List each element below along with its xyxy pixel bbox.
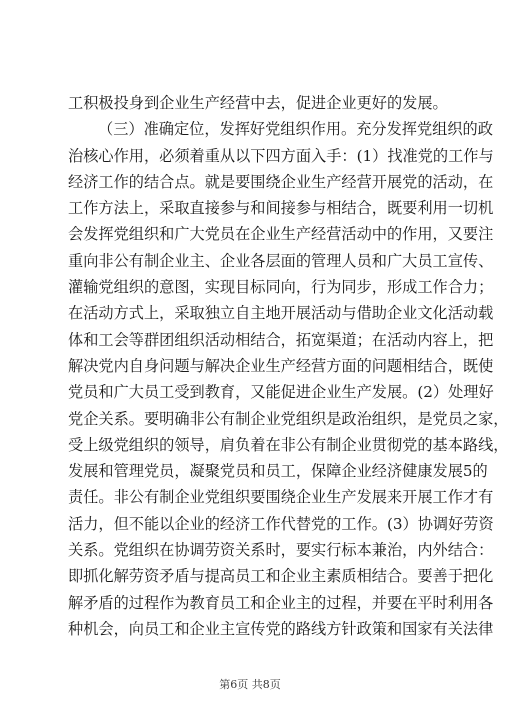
text-line: 受上级党组织的领导，肩负着在非公有制企业贯彻党的基本路线， — [68, 435, 508, 454]
text-line: 责任。非公有制企业党组织要围绕企业生产发展来开展工作才有 — [68, 488, 494, 507]
text-line: 党企关系。要明确非公有制企业党组织是政治组织，是党员之家， — [68, 409, 508, 428]
text-line: 灌输党组织的意图，实现目标同向，行为同步，形成工作合力； — [68, 278, 494, 297]
text-line: 工积极投身到企业生产经营中去，促进企业更好的发展。 — [68, 94, 448, 112]
text-line: 经济工作的结合点。就是要围绕企业生产经营开展党的活动，在 — [68, 172, 494, 191]
text-line: 种机会，向员工和企业主宣传党的路线方针政策和国家有关法律 — [68, 619, 494, 638]
text-line: 体和工会等群团组织活动相结合，拓宽渠道；在活动内容上，把 — [68, 330, 494, 349]
body-text — [68, 90, 508, 642]
text-line: 解决党内自身问题与解决企业生产经营方面的问题相结合，既使 — [68, 356, 494, 375]
text-line: 发展和管理党员，凝聚党员和员工，保障企业经济健康发展5的 — [68, 462, 488, 481]
text-line: 工作方法上，采取直接参与和间接参与相结合，既要利用一切机 — [68, 199, 494, 218]
page-number-footer: 第6页 共8页 — [219, 678, 281, 691]
text-line: 党员和广大员工受到教育，又能促进企业生产发展。(2）处理好 — [68, 383, 494, 402]
text-line: 即抓化解劳资矛盾与提高员工和企业主素质相结合。要善于把化 — [68, 567, 494, 586]
text-line: 在活动方式上，采取独立自主地开展活动与借助企业文化活动载 — [68, 304, 494, 323]
text-line: 关系。党组织在协调劳资关系时，要实行标本兼治，内外结合： — [68, 541, 494, 560]
text-line: 会发挥党组织和广大党员在企业生产经营活动中的作用，又要注 — [68, 225, 494, 244]
text-line: 重向非公有制企业主、企业各层面的管理人员和广大员工宣传、 — [68, 251, 494, 270]
text-line: （三）准确定位，发挥好党组织作用。充分发挥党组织的政 — [98, 120, 493, 139]
text-line: 治核心作用，必须着重从以下四方面入手：(1）找准党的工作与 — [68, 146, 494, 165]
text-line: 活力，但不能以企业的经济工作代替党的工作。(3）协调好劳资 — [68, 514, 494, 533]
text-line: 解矛盾的过程作为教育员工和企业主的过程，并要在平时利用各 — [68, 593, 494, 612]
